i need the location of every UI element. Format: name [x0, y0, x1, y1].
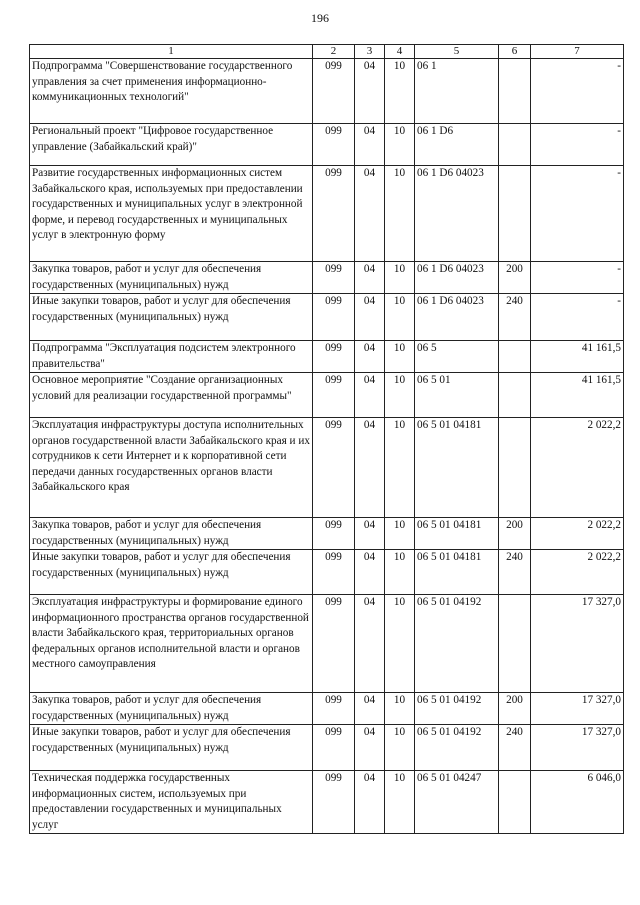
header-cell: 2 [313, 45, 355, 59]
row-rz-cell: 04 [355, 373, 385, 418]
row-sum-cell: 17 327,0 [531, 693, 624, 725]
row-rz-cell: 04 [355, 518, 385, 550]
row-name-cell: Основное мероприятие "Создание организационных условий для реализации государственной программы" [30, 373, 313, 418]
row-name-cell: Региональный проект "Цифровое государственное управление (Забайкальский край)" [30, 124, 313, 166]
header-cell: 4 [385, 45, 415, 59]
row-rz-cell: 04 [355, 550, 385, 595]
row-name-cell: Закупка товаров, работ и услуг для обеспечения государственных (муниципальных) нужд [30, 693, 313, 725]
row-rz-cell: 04 [355, 294, 385, 341]
row-vr-cell: 240 [499, 550, 531, 595]
row-name-cell: Иные закупки товаров, работ и услуг для обеспечения государственных (муниципальных) нужд [30, 725, 313, 771]
budget-table [29, 44, 624, 834]
row-vr-cell [499, 373, 531, 418]
row-sum-cell: - [531, 294, 624, 341]
row-name-cell: Закупка товаров, работ и услуг для обеспечения государственных (муниципальных) нужд [30, 518, 313, 550]
header-cell: 1 [30, 45, 313, 59]
row-name-cell: Техническая поддержка государственных информационных систем, используемых при предоставлении государственных и муниципальных услуг [30, 771, 313, 834]
table-row [30, 59, 624, 124]
row-name-cell: Закупка товаров, работ и услуг для обеспечения государственных (муниципальных) нужд [30, 262, 313, 294]
row-grbs-cell: 099 [313, 725, 355, 771]
row-pr-cell: 10 [385, 418, 415, 518]
table-row [30, 518, 624, 550]
row-sum-cell: 2 022,2 [531, 518, 624, 550]
row-grbs-cell: 099 [313, 166, 355, 262]
row-csr-cell: 06 5 01 [415, 373, 499, 418]
table-row [30, 262, 624, 294]
row-csr-cell: 06 5 01 04181 [415, 518, 499, 550]
row-grbs-cell: 099 [313, 262, 355, 294]
row-pr-cell: 10 [385, 518, 415, 550]
row-name-cell: Эксплуатация инфраструктуры доступа исполнительных органов государственной власти Забайкальского края и их сотрудников к сети Интернет и к корпоративной сети передачи данных государственных органов власти Забайкальского края [30, 418, 313, 518]
row-sum-cell: - [531, 59, 624, 124]
row-sum-cell: - [531, 166, 624, 262]
row-grbs-cell: 099 [313, 595, 355, 693]
row-name-cell: Развитие государственных информационных систем Забайкальского края, используемых при предоставлении государственных и муниципальных услуг в электронной форме, и перевод государственных и муниципальных услуг в электронную форму [30, 166, 313, 262]
row-vr-cell [499, 771, 531, 834]
row-rz-cell: 04 [355, 262, 385, 294]
row-vr-cell [499, 59, 531, 124]
row-rz-cell: 04 [355, 418, 385, 518]
row-vr-cell [499, 595, 531, 693]
row-name-cell: Подпрограмма "Совершенствование государственного управления за счет применения информационно-коммуникационных технологий" [30, 59, 313, 124]
row-rz-cell: 04 [355, 595, 385, 693]
table-row [30, 373, 624, 418]
header-row [30, 45, 624, 59]
row-pr-cell: 10 [385, 725, 415, 771]
header-cell: 7 [531, 45, 624, 59]
row-grbs-cell: 099 [313, 518, 355, 550]
row-rz-cell: 04 [355, 166, 385, 262]
table-row [30, 294, 624, 341]
row-grbs-cell: 099 [313, 124, 355, 166]
row-vr-cell: 240 [499, 725, 531, 771]
row-vr-cell [499, 418, 531, 518]
header-cell: 6 [499, 45, 531, 59]
row-csr-cell: 06 1 D6 [415, 124, 499, 166]
row-sum-cell: 41 161,5 [531, 341, 624, 373]
row-csr-cell: 06 1 D6 04023 [415, 166, 499, 262]
row-grbs-cell: 099 [313, 294, 355, 341]
row-sum-cell: 41 161,5 [531, 373, 624, 418]
row-vr-cell: 200 [499, 693, 531, 725]
table-row [30, 595, 624, 693]
row-vr-cell [499, 166, 531, 262]
table-row [30, 725, 624, 771]
row-rz-cell: 04 [355, 59, 385, 124]
row-vr-cell: 200 [499, 262, 531, 294]
row-grbs-cell: 099 [313, 418, 355, 518]
row-sum-cell: 2 022,2 [531, 550, 624, 595]
row-rz-cell: 04 [355, 341, 385, 373]
row-name-cell: Подпрограмма "Эксплуатация подсистем электронного правительства" [30, 341, 313, 373]
page-number: 196 [311, 11, 329, 25]
row-csr-cell: 06 5 01 04192 [415, 595, 499, 693]
row-pr-cell: 10 [385, 595, 415, 693]
row-sum-cell: 6 046,0 [531, 771, 624, 834]
row-rz-cell: 04 [355, 771, 385, 834]
row-pr-cell: 10 [385, 771, 415, 834]
row-vr-cell [499, 341, 531, 373]
row-grbs-cell: 099 [313, 771, 355, 834]
header-cell: 3 [355, 45, 385, 59]
row-name-cell: Иные закупки товаров, работ и услуг для обеспечения государственных (муниципальных) нужд [30, 294, 313, 341]
row-sum-cell: - [531, 262, 624, 294]
row-csr-cell: 06 1 D6 04023 [415, 294, 499, 341]
row-pr-cell: 10 [385, 373, 415, 418]
row-name-cell: Иные закупки товаров, работ и услуг для обеспечения государственных (муниципальных) нужд [30, 550, 313, 595]
row-vr-cell: 200 [499, 518, 531, 550]
row-pr-cell: 10 [385, 262, 415, 294]
row-csr-cell: 06 5 01 04181 [415, 550, 499, 595]
table-row [30, 124, 624, 166]
table-row [30, 166, 624, 262]
row-name-cell: Эксплуатация инфраструктуры и формирование единого информационного пространства органов государственной власти Забайкальского края, территориальных органов федеральных органов исполнительной власти и органов местного самоуправления [30, 595, 313, 693]
table-row [30, 693, 624, 725]
row-csr-cell: 06 5 01 04181 [415, 418, 499, 518]
row-csr-cell: 06 5 01 04192 [415, 725, 499, 771]
row-csr-cell: 06 5 [415, 341, 499, 373]
row-sum-cell: 17 327,0 [531, 725, 624, 771]
row-grbs-cell: 099 [313, 550, 355, 595]
row-pr-cell: 10 [385, 341, 415, 373]
row-rz-cell: 04 [355, 693, 385, 725]
row-pr-cell: 10 [385, 294, 415, 341]
row-pr-cell: 10 [385, 59, 415, 124]
table-row [30, 418, 624, 518]
row-pr-cell: 10 [385, 166, 415, 262]
row-csr-cell: 06 5 01 04247 [415, 771, 499, 834]
row-sum-cell: 17 327,0 [531, 595, 624, 693]
row-rz-cell: 04 [355, 725, 385, 771]
row-csr-cell: 06 1 [415, 59, 499, 124]
row-vr-cell: 240 [499, 294, 531, 341]
row-rz-cell: 04 [355, 124, 385, 166]
row-csr-cell: 06 5 01 04192 [415, 693, 499, 725]
header-cell: 5 [415, 45, 499, 59]
table-row [30, 550, 624, 595]
row-sum-cell: - [531, 124, 624, 166]
row-pr-cell: 10 [385, 124, 415, 166]
row-pr-cell: 10 [385, 693, 415, 725]
row-grbs-cell: 099 [313, 59, 355, 124]
table-row [30, 341, 624, 373]
row-sum-cell: 2 022,2 [531, 418, 624, 518]
row-vr-cell [499, 124, 531, 166]
row-grbs-cell: 099 [313, 373, 355, 418]
row-grbs-cell: 099 [313, 693, 355, 725]
table-row [30, 771, 624, 834]
row-csr-cell: 06 1 D6 04023 [415, 262, 499, 294]
row-grbs-cell: 099 [313, 341, 355, 373]
row-pr-cell: 10 [385, 550, 415, 595]
